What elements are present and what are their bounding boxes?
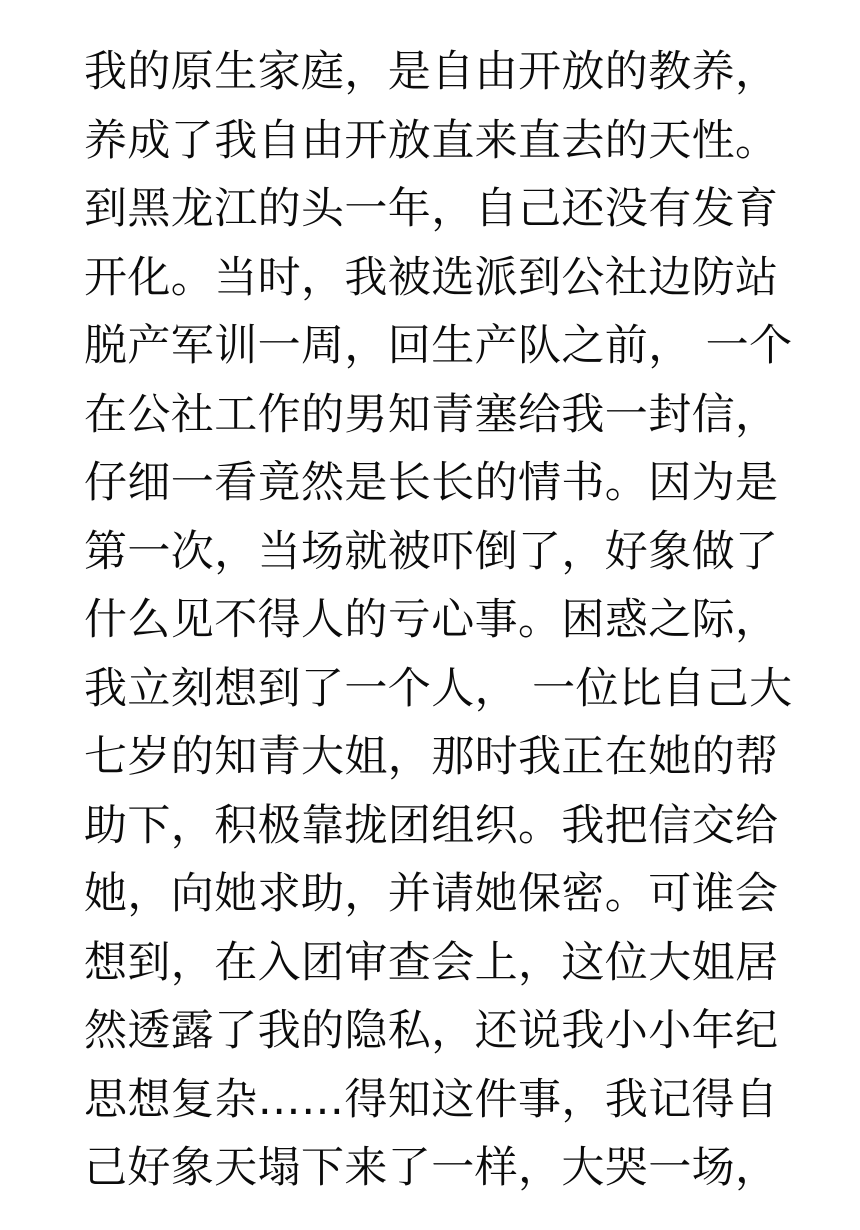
text-line-1: 我的原生家庭，是自由开放的教养， <box>84 47 779 97</box>
text-line-6: 在公社工作的男知青塞给我一封信， <box>84 389 779 440</box>
text-line-15: 然透露了我的隐私，还说我小小年纪 <box>84 1006 779 1056</box>
text-line-14: 想到，在入团审查会上，这位大姐居 <box>84 937 779 988</box>
text-line-7: 仔细一看竟然是长长的情书。因为是 <box>84 458 779 508</box>
text-line-4: 开化。当时，我被选派到公社边防站 <box>84 252 779 303</box>
text-line-10: 我立刻想到了一个人， 一位比自己大 <box>84 663 793 714</box>
body-text <box>84 38 793 1203</box>
text-line-11: 七岁的知青大姐，那时我正在她的帮 <box>84 732 779 782</box>
text-line-9: 什么见不得人的亏心事。困惑之际， <box>84 595 779 645</box>
text-line-8: 第一次，当场就被吓倒了，好象做了 <box>84 526 779 577</box>
text-line-3: 到黑龙江的头一年，自己还没有发育 <box>84 184 779 234</box>
text-line-17: 己好象天塌下来了一样，大哭一场， <box>84 1143 779 1193</box>
text-line-16: 思想复杂……得知这件事，我记得自 <box>84 1074 779 1125</box>
text-line-5: 脱产军训一周，回生产队之前， 一个 <box>84 321 793 371</box>
text-line-12: 助下，积极靠拢团组织。我把信交给 <box>84 800 779 851</box>
text-line-2: 养成了我自由开放直来直去的天性。 <box>84 115 779 166</box>
text-line-13: 她，向她求助，并请她保密。可谁会 <box>84 869 779 919</box>
